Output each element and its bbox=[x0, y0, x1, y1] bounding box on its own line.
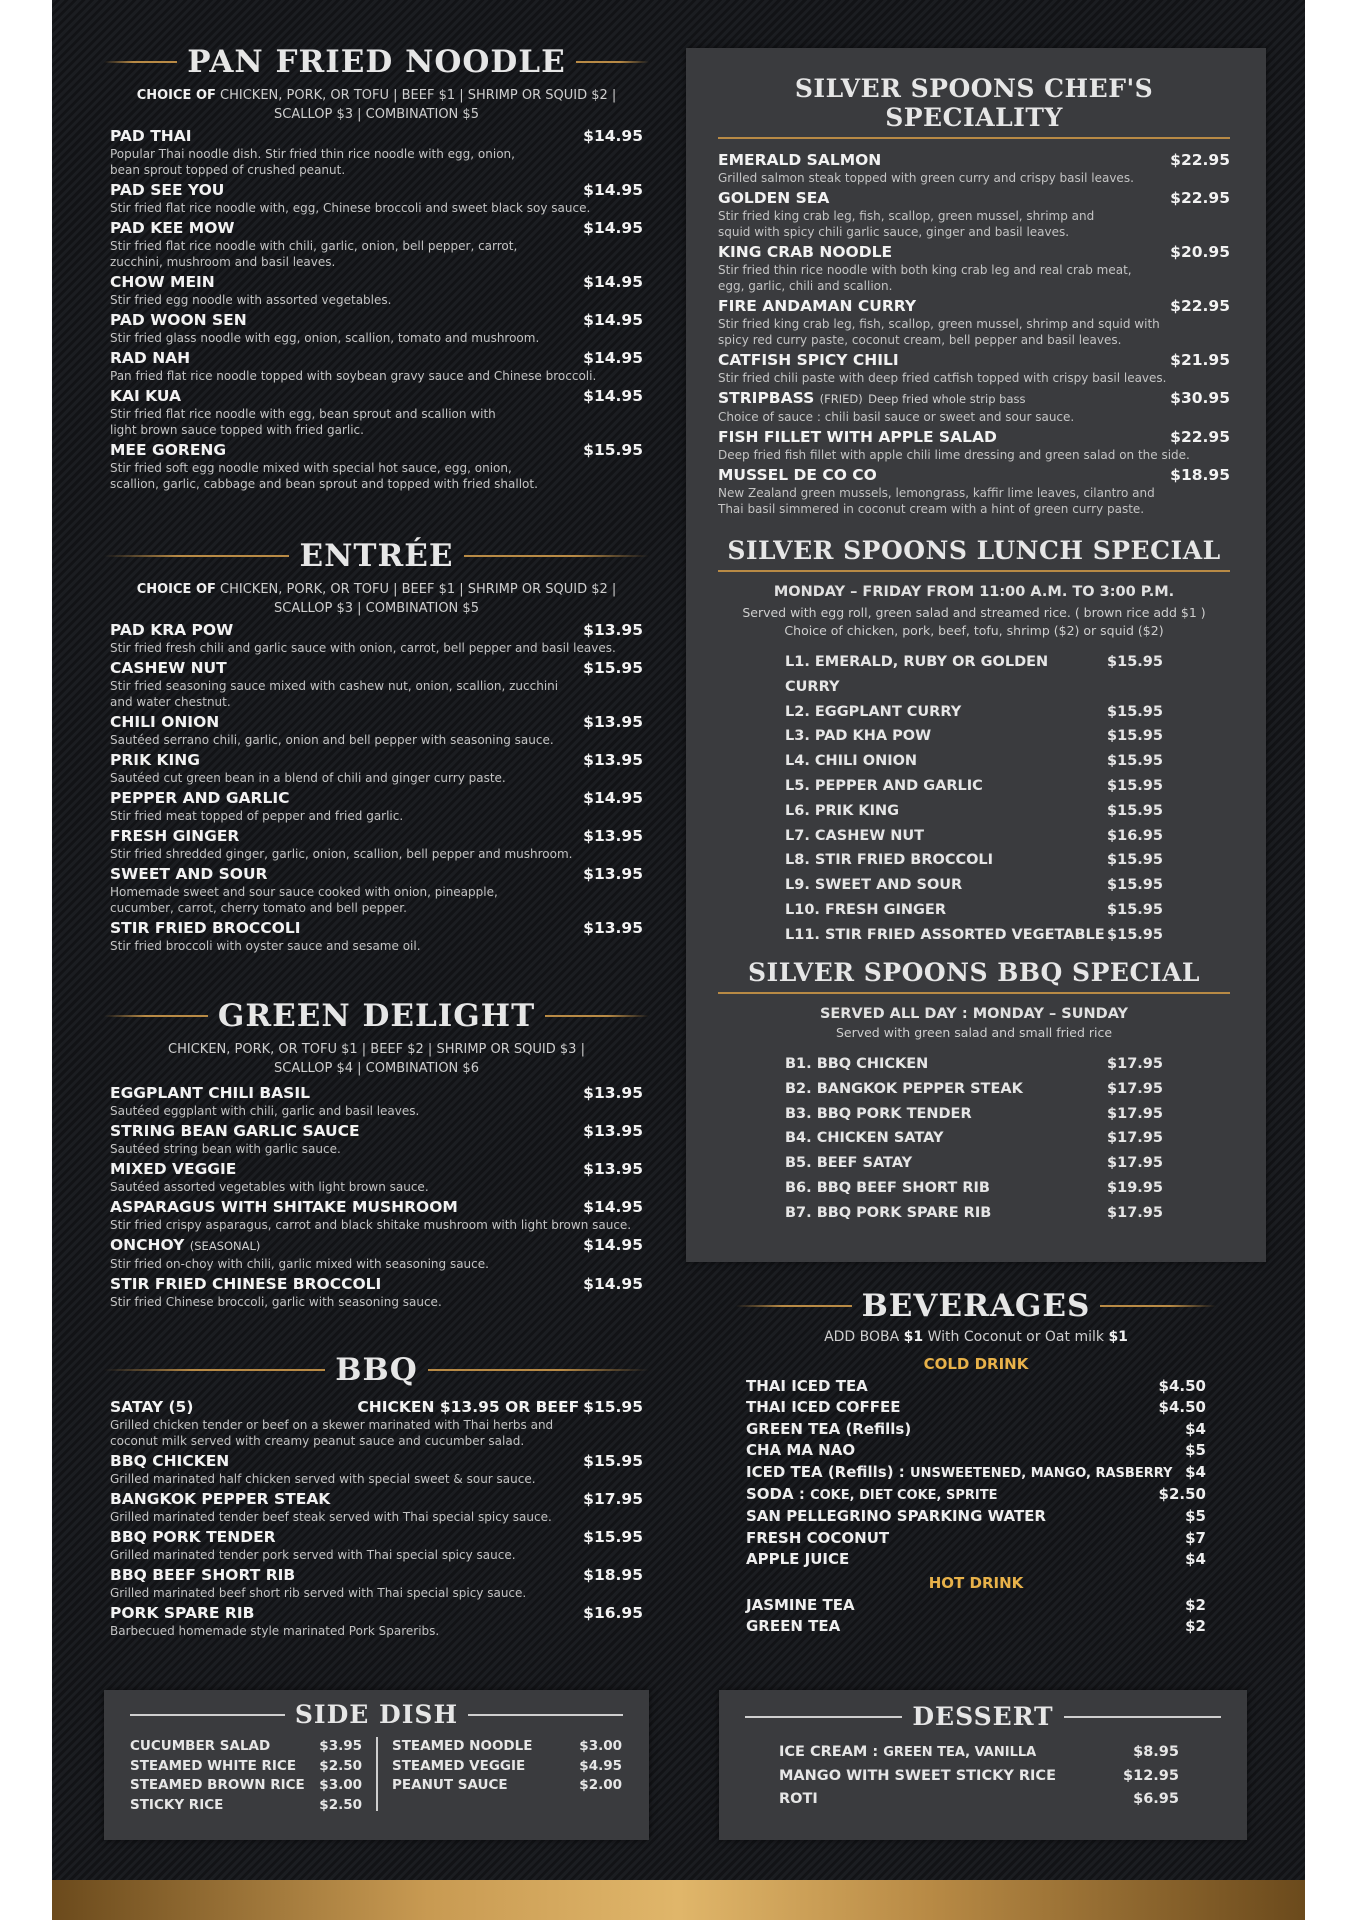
dessert-item: MANGO WITH SWEET STICKY RICE $12.95 bbox=[779, 1767, 1179, 1784]
menu-item: PRIK KING $13.95 Sautéed cut green bean in a blend of chili and ginger curry paste. bbox=[110, 751, 643, 785]
drink-item: SODA : COKE, DIET COKE, SPRITE $2.50 bbox=[746, 1485, 1206, 1504]
item-list bbox=[104, 1084, 649, 1310]
bbq-special-item: B6. BBQ BEEF SHORT RIB $19.95 bbox=[785, 1179, 1163, 1196]
lunch-item: L5. PEPPER AND GARLIC $15.95 bbox=[785, 777, 1163, 794]
hot-drink-heading: HOT DRINK bbox=[928, 1573, 1024, 1592]
side-dish-col-left bbox=[130, 1737, 362, 1815]
menu-item: MEE GORENG $15.95 Stir fried soft egg noodle mixed with special hot sauce, egg, onion, scallion, garlic, cabbage and bean sprout and topped with fried shallot. bbox=[110, 441, 643, 491]
menu-item: ASPARAGUS WITH SHITAKE MUSHROOM $14.95 Stir fried crispy asparagus, carrot and black shitake mushroom with light brown sauce. bbox=[110, 1198, 643, 1232]
menu-item: EGGPLANT CHILI BASIL $13.95 Sautéed eggplant with chili, garlic and basil leaves. bbox=[110, 1084, 643, 1118]
menu-item: MUSSEL DE CO CO $18.95 New Zealand green mussels, lemongrass, kaffir lime leaves, cilantro and Thai basil simmered in coconut cream with a hint of green curry paste. bbox=[718, 466, 1230, 516]
choice-note: CHOICE OF CHICKEN, PORK, OR TOFU | BEEF $1 | SHRIMP OR SQUID $2 | SCALLOP $3 | COMBINATION $5 bbox=[136, 582, 617, 616]
section-title bbox=[745, 1702, 1221, 1731]
bbq-special-item: B5. BEEF SATAY $17.95 bbox=[785, 1155, 1163, 1172]
drink-item: GREEN TEA $2 bbox=[746, 1617, 1206, 1636]
menu-item: PEPPER AND GARLIC $14.95 Stir fried meat topped of pepper and fried garlic. bbox=[110, 789, 643, 823]
hot-drink-list bbox=[736, 1595, 1216, 1638]
menu-item: CASHEW NUT $15.95 Stir fried seasoning sauce mixed with cashew nut, onion, scallion, zucchini and water chestnut. bbox=[110, 659, 643, 709]
cold-drink-heading: COLD DRINK bbox=[923, 1355, 1029, 1373]
menu-item: PAD KRA POW $13.95 Stir fried fresh chili and garlic sauce with onion, carrot, bell pepper and basil leaves. bbox=[110, 621, 643, 655]
lunch-item: L2. EGGPLANT CURRY $15.95 bbox=[785, 703, 1163, 720]
menu-item: PORK SPARE RIB $16.95 Barbecued homemade style marinated Pork Spareribs. bbox=[110, 1604, 643, 1638]
bbq-hours: SERVED ALL DAY : MONDAY – SUNDAY bbox=[819, 1006, 1129, 1022]
section-chef-speciality bbox=[718, 74, 1230, 517]
choice-note: CHOICE OF CHICKEN, PORK, OR TOFU | BEEF $1 | SHRIMP OR SQUID $2 | SCALLOP $3 | COMBINATION $5 bbox=[136, 88, 617, 122]
menu-item: STRIPBASS (FRIED) Deep fried whole strip bass $30.95 Choice of sauce : chili basil sauce or sweet and sour sauce. bbox=[718, 389, 1230, 424]
menu-item: PAD WOON SEN $14.95 Stir fried glass noodle with egg, onion, scallion, tomato and mushroom. bbox=[110, 311, 643, 345]
dessert-item: ICE CREAM : GREEN TEA, VANILLA $8.95 bbox=[779, 1744, 1179, 1760]
menu-item: MIXED VEGGIE $13.95 Sautéed assorted vegetables with light brown sauce. bbox=[110, 1160, 643, 1194]
item-list bbox=[104, 621, 649, 954]
menu-item: PAD SEE YOU $14.95 Stir fried flat rice noodle with, egg, Chinese broccoli and sweet black soy sauce. bbox=[110, 181, 643, 215]
choice-note: CHICKEN, PORK, OR TOFU $1 | BEEF $2 | SHRIMP OR SQUID $3 | SCALLOP $4 | COMBINATION $6 bbox=[168, 1042, 585, 1076]
bbq-special-item: B4. CHICKEN SATAY $17.95 bbox=[785, 1130, 1163, 1147]
menu-item: SWEET AND SOUR $13.95 Homemade sweet and sour sauce cooked with onion, pineapple, cucumber, carrot, cherry tomato and bell pepper. bbox=[110, 865, 643, 915]
lunch-item: L7. CASHEW NUT $16.95 bbox=[785, 827, 1163, 844]
dessert-list bbox=[779, 1741, 1179, 1812]
lunch-item: L4. CHILI ONION $15.95 bbox=[785, 753, 1163, 770]
menu-item: FISH FILLET WITH APPLE SALAD $22.95 Deep fried fish fillet with apple chili lime dressing and green salad on the side. bbox=[718, 428, 1230, 462]
drink-item: THAI ICED COFFEE $4.50 bbox=[746, 1398, 1206, 1417]
menu-item: ONCHOY (SEASONAL) $14.95 Stir fried on-choy with chili, garlic mixed with seasoning sauce. bbox=[110, 1236, 643, 1271]
drink-item: JASMINE TEA $2 bbox=[746, 1595, 1206, 1614]
section-heading: SILVER SPOONS CHEF'S SPECIALITY bbox=[794, 74, 1154, 132]
lunch-item: L11. STIR FRIED ASSORTED VEGETABLE $15.95 bbox=[785, 926, 1163, 943]
menu-item: KING CRAB NOODLE $20.95 Stir fried thin rice noodle with both king crab leg and real crab meat, egg, garlic, chili and scallion. bbox=[718, 243, 1230, 293]
section-green-delight bbox=[104, 998, 649, 1310]
section-heading: GREEN DELIGHT bbox=[217, 998, 536, 1034]
item-list bbox=[104, 127, 649, 492]
drink-item: CHA MA NAO $5 bbox=[746, 1441, 1206, 1460]
side-item: PEANUT SAUCE $2.00 bbox=[392, 1777, 622, 1793]
menu-item: STIR FRIED CHINESE BROCCOLI $14.95 Stir fried Chinese broccoli, garlic with seasoning sauce. bbox=[110, 1275, 643, 1309]
side-item: STEAMED BROWN RICE $3.00 bbox=[130, 1777, 362, 1793]
section-title bbox=[104, 1352, 649, 1388]
section-title bbox=[736, 1288, 1216, 1324]
boba-addon: ADD BOBA $1 With Coconut or Oat milk $1 bbox=[824, 1329, 1128, 1345]
section-heading: BBQ bbox=[335, 1352, 418, 1388]
menu-item: BBQ BEEF SHORT RIB $18.95 Grilled marinated beef short rib served with Thai special spicy sauce. bbox=[110, 1566, 643, 1600]
menu-item: SATAY (5) CHICKEN $13.95 OR BEEF $15.95 Grilled chicken tender or beef on a skewer marinated with Thai herbs and coconut milk served with creamy peanut sauce and cucumber salad. bbox=[110, 1398, 643, 1448]
item-list bbox=[104, 1398, 649, 1639]
section-title bbox=[130, 1700, 623, 1729]
cold-drink-list bbox=[736, 1376, 1216, 1571]
lunch-note: Served with egg roll, green salad and streamed rice. ( brown rice add $1 ) bbox=[742, 605, 1206, 620]
lunch-item: L3. PAD KHA POW $15.95 bbox=[785, 728, 1163, 745]
side-item: STICKY RICE $2.50 bbox=[130, 1796, 362, 1813]
section-bbq bbox=[104, 1352, 649, 1639]
section-heading: DESSERT bbox=[912, 1702, 1054, 1731]
lunch-item: L1. EMERALD, RUBY OR GOLDEN CURRY $15.95 bbox=[785, 654, 1163, 695]
bbq-special-item: B1. BBQ CHICKEN $17.95 bbox=[785, 1056, 1163, 1072]
drink-item: SAN PELLEGRINO SPARKING WATER $5 bbox=[746, 1507, 1206, 1526]
menu-item: CHILI ONION $13.95 Sautéed serrano chili, garlic, onion and bell pepper with seasoning sauce. bbox=[110, 713, 643, 747]
section-heading: SIDE DISH bbox=[294, 1700, 459, 1729]
drink-item: APPLE JUICE $4 bbox=[746, 1550, 1206, 1569]
section-heading: SILVER SPOONS LUNCH SPECIAL bbox=[727, 536, 1221, 565]
lunch-list bbox=[785, 650, 1163, 948]
section-heading: BEVERAGES bbox=[861, 1288, 1091, 1324]
side-item: CUCUMBER SALAD $3.95 bbox=[130, 1738, 362, 1754]
section-heading: PAN FRIED NOODLE bbox=[187, 44, 566, 80]
item-list bbox=[718, 151, 1230, 517]
lunch-item: L9. SWEET AND SOUR $15.95 bbox=[785, 877, 1163, 894]
section-heading: SILVER SPOONS BBQ SPECIAL bbox=[747, 958, 1201, 987]
menu-item: GOLDEN SEA $22.95 Stir fried king crab leg, fish, scallop, green mussel, shrimp and squid with spicy chili garlic sauce, ginger and basil leaves. bbox=[718, 189, 1230, 239]
bbq-special-item: B3. BBQ PORK TENDER $17.95 bbox=[785, 1105, 1163, 1122]
section-entree bbox=[104, 538, 649, 954]
menu-item: STIR FRIED BROCCOLI $13.95 Stir fried broccoli with oyster sauce and sesame oil. bbox=[110, 919, 643, 953]
lunch-choice: Choice of chicken, pork, beef, tofu, shrimp ($2) or squid ($2) bbox=[784, 623, 1164, 638]
menu-item: STRING BEAN GARLIC SAUCE $13.95 Sautéed string bean with garlic sauce. bbox=[110, 1122, 643, 1156]
section-heading: ENTRÉE bbox=[299, 538, 454, 574]
bbq-special-list bbox=[785, 1052, 1163, 1226]
menu-item: PAD THAI $14.95 Popular Thai noodle dish. Stir fried thin rice noodle with egg, onion, bean sprout topped of crushed peanut. bbox=[110, 127, 643, 177]
menu-item: KAI KUA $14.95 Stir fried flat rice noodle with egg, bean sprout and scallion with light brown sauce topped with fried garlic. bbox=[110, 387, 643, 437]
divider bbox=[376, 1737, 378, 1811]
menu-item: EMERALD SALMON $22.95 Grilled salmon steak topped with green curry and crispy basil leaves. bbox=[718, 151, 1230, 185]
section-title bbox=[104, 538, 649, 574]
menu-item: RAD NAH $14.95 Pan fried flat rice noodle topped with soybean gravy sauce and Chinese broccoli. bbox=[110, 349, 643, 383]
section-bbq-special bbox=[718, 958, 1230, 1226]
side-item: STEAMED NOODLE $3.00 bbox=[392, 1738, 622, 1754]
lunch-hours: MONDAY – FRIDAY FROM 11:00 A.M. TO 3:00 P.M. bbox=[773, 584, 1175, 600]
lunch-item: L8. STIR FRIED BROCCOLI $15.95 bbox=[785, 852, 1163, 869]
drink-item: GREEN TEA (Refills) $4 bbox=[746, 1419, 1206, 1438]
drink-item: THAI ICED TEA $4.50 bbox=[746, 1377, 1206, 1395]
gold-footer-bar bbox=[52, 1880, 1305, 1920]
side-dish-col-right bbox=[392, 1737, 622, 1815]
menu-item: PAD KEE MOW $14.95 Stir fried flat rice noodle with chili, garlic, onion, bell pepper, carrot, zucchini, mushroom and basil leaves. bbox=[110, 219, 643, 269]
menu-item: BANGKOK PEPPER STEAK $17.95 Grilled marinated tender beef steak served with Thai special spicy sauce. bbox=[110, 1490, 643, 1524]
menu-item: CATFISH SPICY CHILI $21.95 Stir fried chili paste with deep fried catfish topped with crispy basil leaves. bbox=[718, 351, 1230, 385]
bbq-note: Served with green salad and small fried rice bbox=[835, 1025, 1113, 1040]
section-lunch-special bbox=[718, 536, 1230, 948]
menu-item: CHOW MEIN $14.95 Stir fried egg noodle with assorted vegetables. bbox=[110, 273, 643, 307]
section-dessert bbox=[719, 1690, 1247, 1840]
section-side-dish bbox=[104, 1690, 649, 1840]
lunch-item: L6. PRIK KING $15.95 bbox=[785, 802, 1163, 819]
lunch-item: L10. FRESH GINGER $15.95 bbox=[785, 901, 1163, 918]
drink-item: ICED TEA (Refills) : UNSWEETENED, MANGO, RASBERRY $4 bbox=[746, 1462, 1206, 1481]
side-dish-grid bbox=[130, 1737, 649, 1815]
section-title bbox=[104, 998, 649, 1034]
side-item: STEAMED WHITE RICE $2.50 bbox=[130, 1757, 362, 1774]
bbq-special-item: B7. BBQ PORK SPARE RIB $17.95 bbox=[785, 1204, 1163, 1221]
menu-page bbox=[52, 0, 1305, 1920]
menu-item: BBQ PORK TENDER $15.95 Grilled marinated tender pork served with Thai special spicy sauce. bbox=[110, 1528, 643, 1562]
menu-item: FRESH GINGER $13.95 Stir fried shredded ginger, garlic, onion, scallion, bell pepper and mushroom. bbox=[110, 827, 643, 861]
section-pan-fried-noodle bbox=[104, 44, 649, 492]
side-item: STEAMED VEGGIE $4.95 bbox=[392, 1757, 622, 1774]
menu-item: FIRE ANDAMAN CURRY $22.95 Stir fried king crab leg, fish, scallop, green mussel, shrimp and squid with spicy red curry paste, coconut cream, bell pepper and basil leaves. bbox=[718, 297, 1230, 347]
bbq-special-item: B2. BANGKOK PEPPER STEAK $17.95 bbox=[785, 1080, 1163, 1097]
drink-item: FRESH COCONUT $7 bbox=[746, 1528, 1206, 1547]
specials-panel bbox=[686, 48, 1266, 1262]
section-title bbox=[104, 44, 649, 80]
dessert-item: ROTI $6.95 bbox=[779, 1791, 1179, 1807]
menu-item: BBQ CHICKEN $15.95 Grilled marinated half chicken served with special sweet & sour sauce. bbox=[110, 1452, 643, 1486]
section-beverages bbox=[736, 1288, 1216, 1637]
